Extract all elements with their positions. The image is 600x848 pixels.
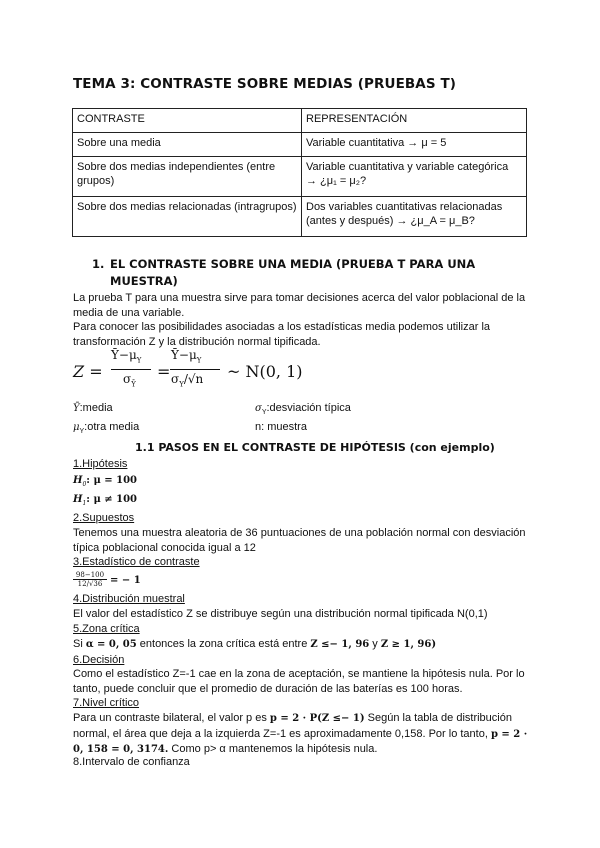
table-row — [73, 133, 527, 157]
hypothesis-h0: $H_0$: μ = 100 — [73, 475, 137, 489]
intro-paragraph-2: Para conocer las posibilidades asociadas a los estadísticas media podemos utilizar la transformación Z y la distribución normal tipificada. — [73, 321, 491, 348]
table-row — [73, 197, 527, 237]
table-cell: Variable cuantitativa → μ = 5 — [302, 133, 527, 157]
table-header-cell: CONTRASTE — [73, 109, 302, 133]
step-7-text: Para un contraste bilateral, el valor p es p = 2 · P(Z ≤− 1) Según la tabla de distribución normal, el área que deja a la izquierda Z=-1 es aproximadamente 0,158. Por lo tanto, p = 2 · 0, 158 = 0, 3174. Como p> α mantenemos la hipótesis nula. — [73, 712, 528, 755]
step-6-text: Como el estadístico Z=-1 cae en la zona de aceptación, se mantiene la hipótesis nula. Por lo tanto, puede concluir que el promedio de duración de las baterías es 100 horas. — [73, 668, 525, 695]
formula-denominator-2: $\sigma_Y/√n$ — [171, 372, 204, 389]
step-4-heading: 4.Distribución muestral — [73, 593, 185, 605]
section-title: EL CONTRASTE SOBRE UNA MEDIA (PRUEBA T PARA UNA MUESTRA) — [110, 257, 476, 288]
step-2-heading: 2.Supuestos — [73, 512, 135, 524]
table-header-cell: REPRESENTACIÓN — [302, 109, 527, 133]
legend-sigma: $\sigma_Y:desviación$ típica — [255, 402, 351, 417]
page-title: TEMA 3: CONTRASTE SOBRE MEDIAS (PRUEBAS T) — [73, 76, 457, 92]
intro-paragraph-1: La prueba T para una muestra sirve para tomar decisiones acerca del valor poblacional de la media de una variable. — [73, 292, 526, 319]
subsection-title: 1.1 PASOS EN EL CONTRASTE DE HIPÓTESIS (con ejemplo) — [135, 441, 495, 454]
formula-numerator-1: $Ȳ-\mu_Y$ — [111, 348, 142, 365]
formula-distribution: ~ N(0, 1) — [227, 362, 303, 381]
statistic-fraction: $\frac{98-100}{12/√36}$ — [73, 571, 107, 589]
table-row — [73, 157, 527, 197]
step-5-heading: 5.Zona crítica — [73, 623, 140, 635]
hypothesis-h1: $H_1$: μ ≠ 100 — [73, 494, 137, 508]
table-cell: Sobre dos medias independientes (entre grupos) — [73, 157, 302, 197]
fraction-bar — [111, 369, 151, 370]
step-4-text: El valor del estadístico Z se distribuye según una distribución normal tipificada N(0,1) — [73, 608, 488, 620]
table-header-row — [73, 109, 527, 133]
fraction-bar — [170, 369, 220, 370]
step-1-heading: 1.Hipótesis — [73, 458, 128, 470]
table-cell: Variable cuantitativa y variable categórica → ¿μ₁ = μ₂? — [302, 157, 527, 197]
formula-numerator-2: $Ȳ-\mu_Y$ — [171, 348, 202, 365]
legend-media: Ȳ:media — [73, 402, 113, 414]
section-number: 1. — [92, 257, 105, 271]
statistic-result: = − 1 — [110, 575, 141, 586]
step-8-heading: 8.Intervalo de confianza — [73, 756, 190, 768]
step-7-heading: 7.Nivel crítico — [73, 697, 140, 709]
table-cell: Sobre dos medias relacionadas (intragrupos) — [73, 197, 302, 237]
contrast-table — [72, 108, 527, 237]
table-cell: Sobre una media — [73, 133, 302, 157]
formula-denominator-1: $\sigma_Ȳ$ — [123, 372, 136, 389]
formula-z: Z = — [73, 362, 103, 381]
formula-equals: = — [157, 362, 171, 381]
step-3-heading: 3.Estadístico de contraste — [73, 556, 200, 568]
step-5-text: Si α = 0, 05 entonces la zona crítica está entre Z ≤− 1, 96 y Z ≥ 1, 96) — [73, 638, 437, 650]
z-formula — [73, 348, 313, 398]
legend-mu: $\mu_Y:otra$ media — [73, 421, 140, 436]
step-6-heading: 6.Decisión — [73, 654, 125, 666]
legend-n: n: muestra — [255, 421, 307, 433]
step-2-text: Tenemos una muestra aleatoria de 36 puntuaciones de una población normal con desviación típica poblacional conocida igual a 12 — [73, 527, 526, 554]
table-cell: Dos variables cuantitativas relacionadas (antes y después) → ¿μ_A = μ_B? — [302, 197, 527, 237]
